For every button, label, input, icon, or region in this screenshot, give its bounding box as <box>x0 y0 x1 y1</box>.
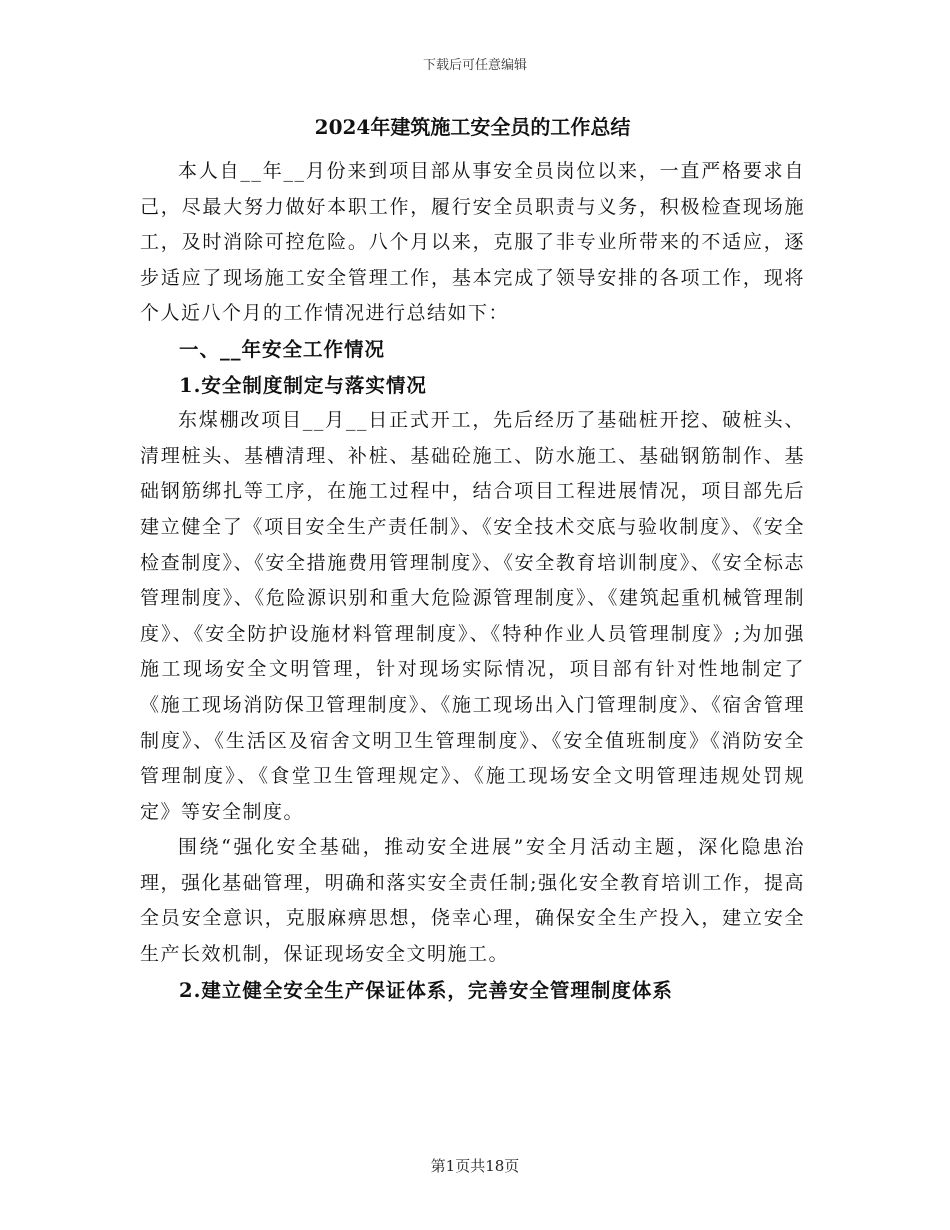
page-header: 下载后可任意编辑 <box>422 58 527 73</box>
page-number: 第1页共18页 <box>430 1157 520 1175</box>
body-paragraph-systems: 东煤棚改项目__月__日正式开工，先后经历了基础桩开挖、破桩头、清理桩头、基槽清理、补桩、基础砼施工、防水施工、基础钢筋制作、基础钢筋绑扎等工序，在施工过程中，结合项目工程进展情况，项目部先后建立健全了《项目安全生产责任制》、《安全技术交底与验收制度》、《安全检查制度》、《安全措施费用管理制度》、《安全教育培训制度》、《安全标志管理制度》、《危险源识别和重大危险源管理制度》、《建筑起重机械管理制度》、《安全防护设施材料管理制度》、《特种作业人员管理制度》;为加强施工现场安全文明管理，针对现场实际情况，项目部有针对性地制定了《施工现场消防保卫管理制度》、《施工现场出入门管理制度》、《宿舍管理制度》、《生活区及宿舍文明卫生管理制度》、《安全值班制度》《消防安全管理制度》、《食堂卫生管理规定》、《施工现场安全文明管理违规处罚规定》等安全制度。 <box>140 409 805 823</box>
document-body <box>140 110 805 1008</box>
subsection-heading-1: 1.安全制度制定与落实情况 <box>179 373 427 397</box>
intro-paragraph: 本人自__年__月份来到项目部从事安全员岗位以来，一直严格要求自己，尽最大努力做好本职工作，履行安全员职责与义务，积极检查现场施工，及时消除可控危险。八个月以来，克服了非专业所带来的不适应，逐步适应了现场施工安全管理工作，基本完成了领导安排的各项工作，现将个人近八个月的工作情况进行总结如下： <box>140 160 805 325</box>
subsection-heading-2: 2.建立健全安全生产保证体系，完善安全管理制度体系 <box>179 978 673 1002</box>
section-heading-1: 一、__年安全工作情况 <box>179 337 386 361</box>
body-paragraph-safety-month: 围绕“强化安全基础，推动安全进展”安全月活动主题，深化隐患治理，强化基础管理，明确和落实安全责任制;强化安全教育培训工作，提高全员安全意识，克服麻痹思想，侥幸心理，确保安全生产投入，建立安全生产长效机制，保证现场安全文明施工。 <box>140 836 805 966</box>
document-title: 2024年建筑施工安全员的工作总结 <box>314 115 631 139</box>
